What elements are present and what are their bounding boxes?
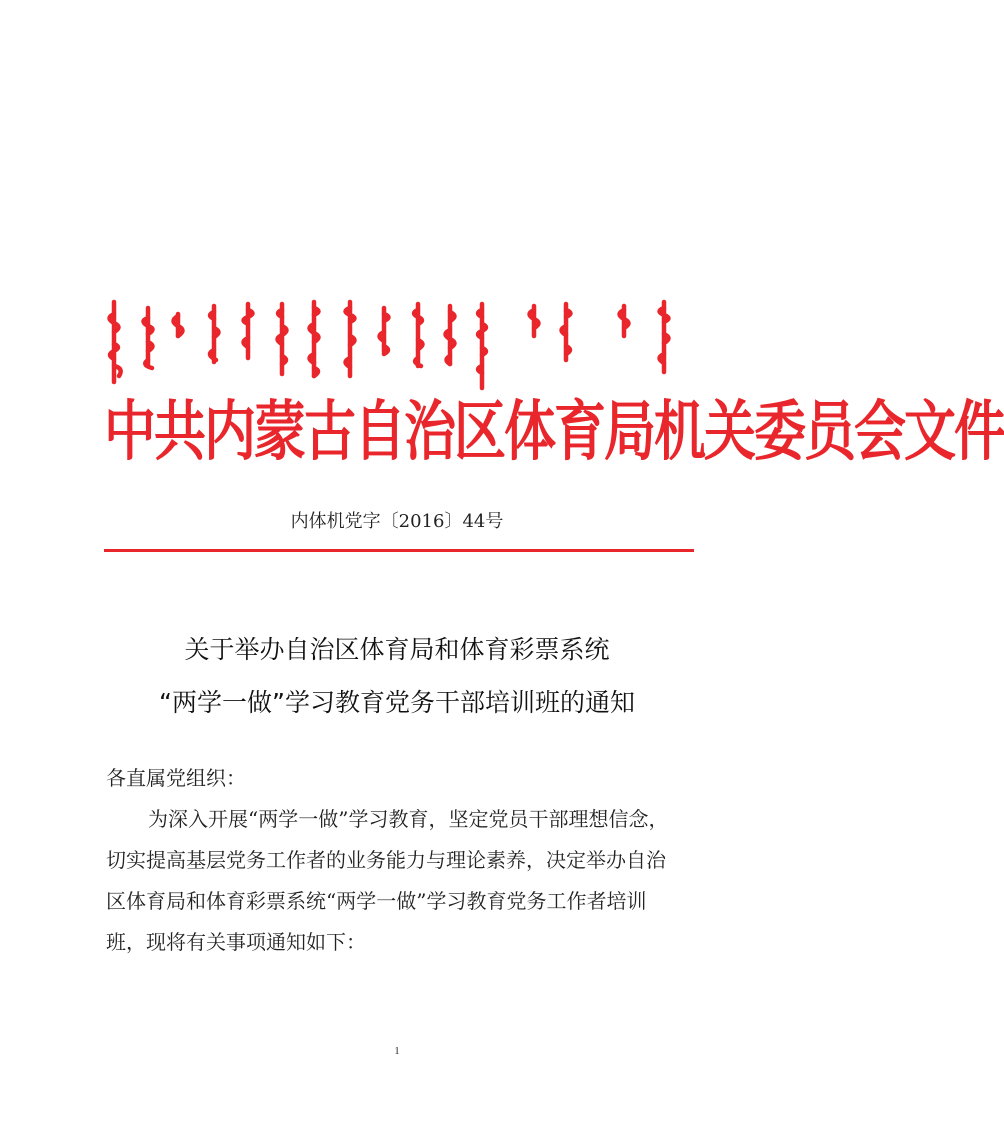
- issuing-authority-title: 中共内蒙古自治区体育局机关委员会文件: [104, 393, 1004, 470]
- body-line-3: 区体育局和体育彩票系统“两学一做”学习教育党务工作者培训: [106, 889, 647, 913]
- page-number: 1: [394, 1045, 400, 1057]
- body-line-1: 为深入开展“两学一做”学习教育，坚定党员干部理想信念，: [148, 807, 669, 831]
- body-line-2: 切实提高基层党务工作者的业务能力与理论素养，决定举办自治: [106, 848, 666, 872]
- mongolian-script-header: [104, 296, 694, 388]
- red-divider-line: [104, 549, 694, 552]
- salutation: 各直属党组织：: [106, 766, 246, 790]
- notice-title-line-2: “两学一做”学习教育党务干部培训班的通知: [159, 688, 635, 717]
- body-line-4: 班，现将有关事项通知如下：: [106, 930, 366, 954]
- notice-title-line-1: 关于举办自治区体育局和体育彩票系统: [184, 635, 610, 664]
- document-number: 内体机党字〔2016〕44号: [290, 511, 504, 532]
